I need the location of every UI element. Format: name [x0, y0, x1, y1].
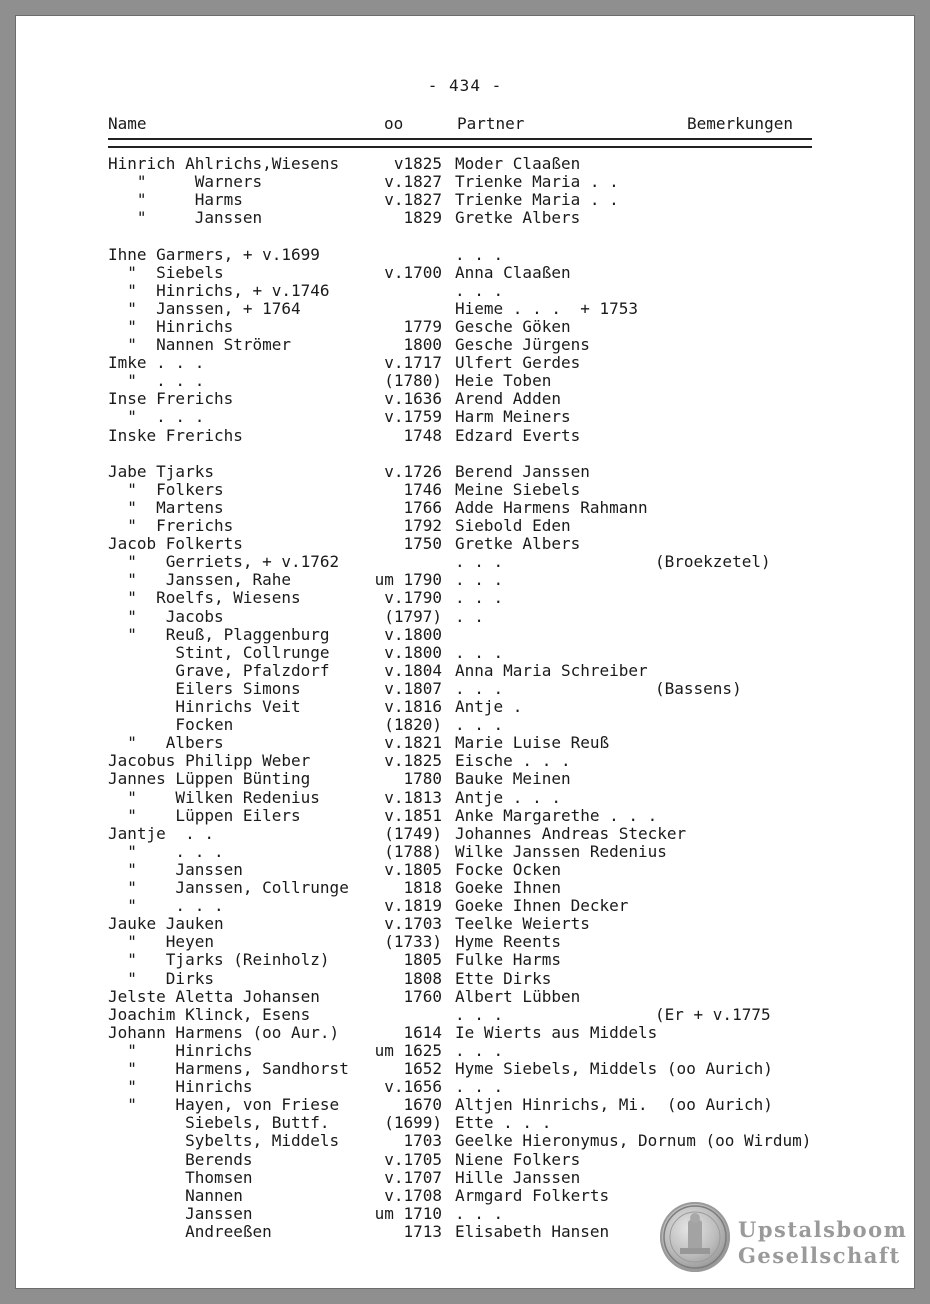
entry-partner: . . . [455, 1203, 504, 1223]
entry-row [16, 535, 914, 553]
entry-name: " Harmens, Sandhorst [108, 1059, 349, 1078]
entry-date: 1713 [403, 1221, 442, 1241]
entry-date: v1825 [393, 154, 442, 173]
entry-name: Sybelts, Middels [108, 1131, 340, 1151]
entry-remark: (Er + v.1775 [655, 1004, 771, 1024]
entry-row [16, 354, 914, 372]
entry-row [16, 752, 914, 770]
entry-row [16, 1169, 914, 1187]
entry-row [16, 988, 914, 1006]
entry-partner: . . . [455, 715, 504, 735]
entry-date: 1652 [403, 1059, 442, 1078]
entry-row [16, 445, 914, 463]
entry-name: " Albers [108, 733, 224, 753]
entry-partner: Hieme . . . + 1753 [455, 298, 639, 318]
entry-name: Stint, Collrunge [108, 642, 330, 662]
entry-partner: Elisabeth Hansen [455, 1221, 610, 1241]
entry-name: Jauke Jauken [108, 914, 224, 934]
entry-name: " Hinrichs [108, 1077, 253, 1097]
entry-date: v.1804 [384, 660, 442, 680]
entry-name: Hinrichs Veit [108, 697, 301, 716]
entry-row [16, 209, 914, 227]
entry-partner: Ette Dirks [455, 968, 552, 988]
entry-row [16, 789, 914, 807]
entry-name: " . . . [108, 896, 224, 916]
entry-partner: . . . [455, 1077, 504, 1097]
entry-date: v.1851 [384, 805, 442, 825]
entry-name: " Heyen [108, 932, 214, 952]
entry-name: Jacobus Philipp Weber [108, 751, 311, 771]
entry-partner: . . . [455, 552, 504, 572]
entry-row [16, 662, 914, 680]
entry-date: v.1703 [384, 914, 442, 934]
entry-date: v.1825 [384, 751, 442, 771]
entry-date: 1829 [403, 208, 442, 228]
entry-row [16, 191, 914, 209]
entry-date: 1779 [403, 316, 442, 336]
entry-row [16, 427, 914, 445]
entry-row [16, 390, 914, 408]
entry-partner: Antje . . . [455, 787, 561, 807]
entry-date: v.1827 [384, 190, 442, 210]
entry-row [16, 716, 914, 734]
entry-row [16, 915, 914, 933]
entry-partner: Fulke Harms [455, 950, 561, 970]
entry-partner: . . . [455, 1040, 504, 1060]
entry-partner: Wilke Janssen Redenius [455, 841, 667, 861]
entry-name: " Warners [108, 172, 263, 192]
entry-name: " Folkers [108, 479, 224, 499]
entry-name: Nannen [108, 1185, 243, 1205]
entry-date: v.1807 [384, 678, 442, 698]
entry-name: Jacob Folkerts [108, 534, 243, 554]
entry-name: Eilers Simons [108, 678, 301, 698]
entry-name: " Dirks [108, 968, 214, 988]
entry-name: Thomsen [108, 1167, 253, 1187]
entry-partner: Trienke Maria . . [455, 172, 619, 192]
entry-date: v.1726 [384, 461, 442, 481]
entry-partner: Trienke Maria . . [455, 190, 619, 210]
entry-row [16, 626, 914, 644]
entry-partner: . . . [455, 570, 504, 590]
entry-date: 1670 [403, 1095, 442, 1115]
entry-row [16, 1151, 914, 1169]
entry-date: um 1625 [374, 1040, 442, 1060]
entry-name: Inske Frerichs [108, 425, 243, 445]
entry-date: 1746 [403, 479, 442, 499]
entry-partner: Antje . [455, 697, 523, 716]
entry-partner: Gretke Albers [455, 208, 581, 228]
entry-name: " Reuß, Plaggenburg [108, 624, 330, 644]
entry-name: " . . . [108, 407, 205, 427]
entry-row [16, 1187, 914, 1205]
entry-partner: Hille Janssen [455, 1167, 581, 1187]
entry-partner: Moder Claaßen [455, 154, 581, 173]
entry-partner: Albert Lübben [455, 986, 581, 1006]
entry-partner: Niene Folkers [455, 1149, 581, 1169]
entry-row [16, 553, 914, 571]
entry-name: " . . . [108, 371, 205, 391]
entry-partner: Gesche Jürgens [455, 335, 590, 354]
entry-partner: Anna Maria Schreiber [455, 660, 648, 680]
entry-partner: Anke Margarethe . . . [455, 805, 658, 825]
entry-date: v.1816 [384, 697, 442, 716]
entry-row [16, 227, 914, 245]
entry-partner: . . . [455, 244, 504, 264]
entry-date: v.1800 [384, 642, 442, 662]
entry-date: 1750 [403, 534, 442, 554]
entry-row [16, 372, 914, 390]
entry-row [16, 1078, 914, 1096]
entry-row [16, 173, 914, 191]
entry-name: " Janssen, + 1764 [108, 298, 301, 318]
entry-partner: Hyme Reents [455, 932, 561, 952]
entry-row [16, 318, 914, 336]
entry-row [16, 1024, 914, 1042]
entry-remark: (Broekzetel) [655, 552, 771, 572]
entry-name: Janssen [108, 1203, 253, 1223]
entry-name: " Janssen [108, 208, 263, 228]
entry-name: Ihne Garmers, + v.1699 [108, 244, 320, 264]
entry-row [16, 770, 914, 788]
entry-name: Inse Frerichs [108, 389, 234, 409]
entry-date: 1818 [403, 878, 442, 897]
entry-date: (1699) [384, 1113, 442, 1133]
entry-partner: . . . [455, 280, 504, 300]
entry-row [16, 589, 914, 607]
entry-partner: Focke Ocken [455, 859, 561, 879]
entry-name: " Janssen, Collrunge [108, 878, 349, 897]
entry-date: (1788) [384, 841, 442, 861]
entry-row [16, 517, 914, 535]
entry-name: Jelste Aletta Johansen [108, 986, 320, 1006]
entry-name: " Harms [108, 190, 243, 210]
entry-partner: . . . [455, 642, 504, 662]
entry-row [16, 608, 914, 626]
entry-name: " Hinrichs [108, 1040, 253, 1060]
entry-row [16, 1006, 914, 1024]
entry-name: " Nannen Strömer [108, 335, 292, 354]
entry-row [16, 843, 914, 861]
entry-date: 1800 [403, 335, 442, 354]
entry-row [16, 807, 914, 825]
page-number: - 434 - [427, 76, 503, 95]
entry-partner: Edzard Everts [455, 425, 581, 445]
entry-date: v.1813 [384, 787, 442, 807]
entry-partner: Ette . . . [455, 1113, 552, 1133]
upstalsboom-seal [660, 1202, 730, 1272]
entry-date: v.1827 [384, 172, 442, 192]
entry-partner: Johannes Andreas Stecker [455, 823, 687, 843]
entry-date: v.1636 [384, 389, 442, 409]
entry-row [16, 680, 914, 698]
entry-name: " Lüppen Eilers [108, 805, 301, 825]
entry-name: Siebels, Buttf. [108, 1113, 330, 1133]
entry-row [16, 155, 914, 173]
entry-date: um 1790 [374, 570, 442, 590]
entry-date: 1805 [403, 950, 442, 970]
entry-date: v.1707 [384, 1167, 442, 1187]
entry-name: " Gerriets, + v.1762 [108, 552, 340, 572]
entry-name: " Hinrichs [108, 316, 234, 336]
entry-partner: Hyme Siebels, Middels (oo Aurich) [455, 1059, 773, 1078]
document-page [16, 16, 914, 1288]
entry-name: Imke . . . [108, 353, 205, 373]
entry-partner: Siebold Eden [455, 516, 571, 535]
entry-date: v.1800 [384, 624, 442, 644]
entry-row [16, 861, 914, 879]
entry-name: " Janssen, Rahe [108, 570, 292, 590]
entry-row [16, 1132, 914, 1150]
entry-partner: Bauke Meinen [455, 769, 571, 789]
entry-name: " . . . [108, 841, 224, 861]
entry-row [16, 499, 914, 517]
entry-row [16, 264, 914, 282]
entry-date: v.1700 [384, 262, 442, 282]
entry-row [16, 1042, 914, 1060]
entry-date: (1749) [384, 823, 442, 843]
entry-name: " Tjarks (Reinholz) [108, 950, 330, 970]
entry-partner: . . [455, 606, 484, 626]
entry-row [16, 897, 914, 915]
entry-row [16, 282, 914, 300]
entry-name: Berends [108, 1149, 253, 1169]
entry-row [16, 933, 914, 951]
entry-row [16, 825, 914, 843]
entry-partner: . . . [455, 588, 504, 608]
watermark-line-2: Gesellschaft [738, 1243, 901, 1268]
entry-partner: Gretke Albers [455, 534, 581, 554]
entry-partner: . . . [455, 1004, 504, 1024]
entry-name: Hinrich Ahlrichs,Wiesens [108, 154, 340, 173]
entry-date: v.1708 [384, 1185, 442, 1205]
entry-name: Jabe Tjarks [108, 461, 214, 481]
header-partner: Partner [457, 114, 525, 133]
entry-row [16, 1060, 914, 1078]
entry-date: 1760 [403, 986, 442, 1006]
entry-date: 1703 [403, 1131, 442, 1151]
entry-name: " Hinrichs, + v.1746 [108, 280, 330, 300]
entry-row [16, 336, 914, 354]
entry-partner: Goeke Ihnen [455, 878, 561, 897]
entry-row [16, 734, 914, 752]
entry-name: Focken [108, 715, 234, 735]
entry-partner: Berend Janssen [455, 461, 590, 481]
entry-date: (1820) [384, 715, 442, 735]
entry-row [16, 1096, 914, 1114]
entry-row [16, 951, 914, 969]
header-divider [108, 138, 812, 148]
entry-row [16, 246, 914, 264]
entry-partner: Ulfert Gerdes [455, 353, 581, 373]
entry-date: (1797) [384, 606, 442, 626]
entry-partner: Armgard Folkerts [455, 1185, 610, 1205]
entry-row [16, 571, 914, 589]
entry-row [16, 300, 914, 318]
entry-date: v.1759 [384, 407, 442, 427]
entry-name: " Siebels [108, 262, 224, 282]
entry-name: Jannes Lüppen Bünting [108, 769, 311, 789]
entry-partner: Gesche Göken [455, 316, 571, 336]
entry-name: " Roelfs, Wiesens [108, 588, 301, 608]
entry-partner: Geelke Hieronymus, Dornum (oo Wirdum) [455, 1131, 812, 1151]
entry-row [16, 644, 914, 662]
entry-date: v.1819 [384, 896, 442, 916]
entry-date: v.1717 [384, 353, 442, 373]
entry-partner: Arend Adden [455, 389, 561, 409]
entry-partner: Anna Claaßen [455, 262, 571, 282]
entry-name: Johann Harmens (oo Aur.) [108, 1022, 340, 1042]
entry-row [16, 1114, 914, 1132]
entry-row [16, 698, 914, 716]
entry-date: v.1790 [384, 588, 442, 608]
entry-partner: Eische . . . [455, 751, 571, 771]
entry-date: v.1705 [384, 1149, 442, 1169]
entry-date: um 1710 [374, 1203, 442, 1223]
entry-date: 1614 [403, 1022, 442, 1042]
entry-row [16, 970, 914, 988]
entry-partner: Adde Harmens Rahmann [455, 497, 648, 517]
entry-name: " Frerichs [108, 516, 234, 535]
entry-partner: Teelke Weierts [455, 914, 590, 934]
entry-row [16, 463, 914, 481]
entry-name: " Hayen, von Friese [108, 1095, 340, 1115]
entry-row [16, 879, 914, 897]
entry-date: v.1821 [384, 733, 442, 753]
entry-partner: Marie Luise Reuß [455, 733, 610, 753]
entry-name: Andreeßen [108, 1221, 272, 1241]
entry-name: " Janssen [108, 859, 243, 879]
header-remarks: Bemerkungen [687, 114, 793, 133]
entry-partner: Heie Toben [455, 371, 552, 391]
entry-partner: Ie Wierts aus Middels [455, 1022, 658, 1042]
entry-date: 1792 [403, 516, 442, 535]
entry-partner: Altjen Hinrichs, Mi. (oo Aurich) [455, 1095, 773, 1115]
entry-date: v.1805 [384, 859, 442, 879]
header-marriage: oo [384, 114, 404, 133]
entry-name: " Wilken Redenius [108, 787, 320, 807]
entry-partner: . . . [455, 678, 504, 698]
entry-partner: Meine Siebels [455, 479, 581, 499]
entry-name: Grave, Pfalzdorf [108, 660, 330, 680]
entry-partner: Goeke Ihnen Decker [455, 896, 629, 916]
entry-date: 1780 [403, 769, 442, 789]
entry-row [16, 481, 914, 499]
entry-name: Joachim Klinck, Esens [108, 1004, 311, 1024]
entry-remark: (Bassens) [655, 678, 742, 698]
entry-date: 1766 [403, 497, 442, 517]
header-name: Name [108, 114, 147, 133]
entry-partner: Harm Meiners [455, 407, 571, 427]
entry-date: (1733) [384, 932, 442, 952]
entry-name: Jantje . . [108, 823, 214, 843]
entry-date: v.1656 [384, 1077, 442, 1097]
entry-name: " Martens [108, 497, 224, 517]
watermark-line-1: Upstalsboom [738, 1217, 908, 1242]
entry-date: 1808 [403, 968, 442, 988]
entry-name: " Jacobs [108, 606, 224, 626]
entry-row [16, 408, 914, 426]
entry-date: (1780) [384, 371, 442, 391]
entry-date: 1748 [403, 425, 442, 445]
